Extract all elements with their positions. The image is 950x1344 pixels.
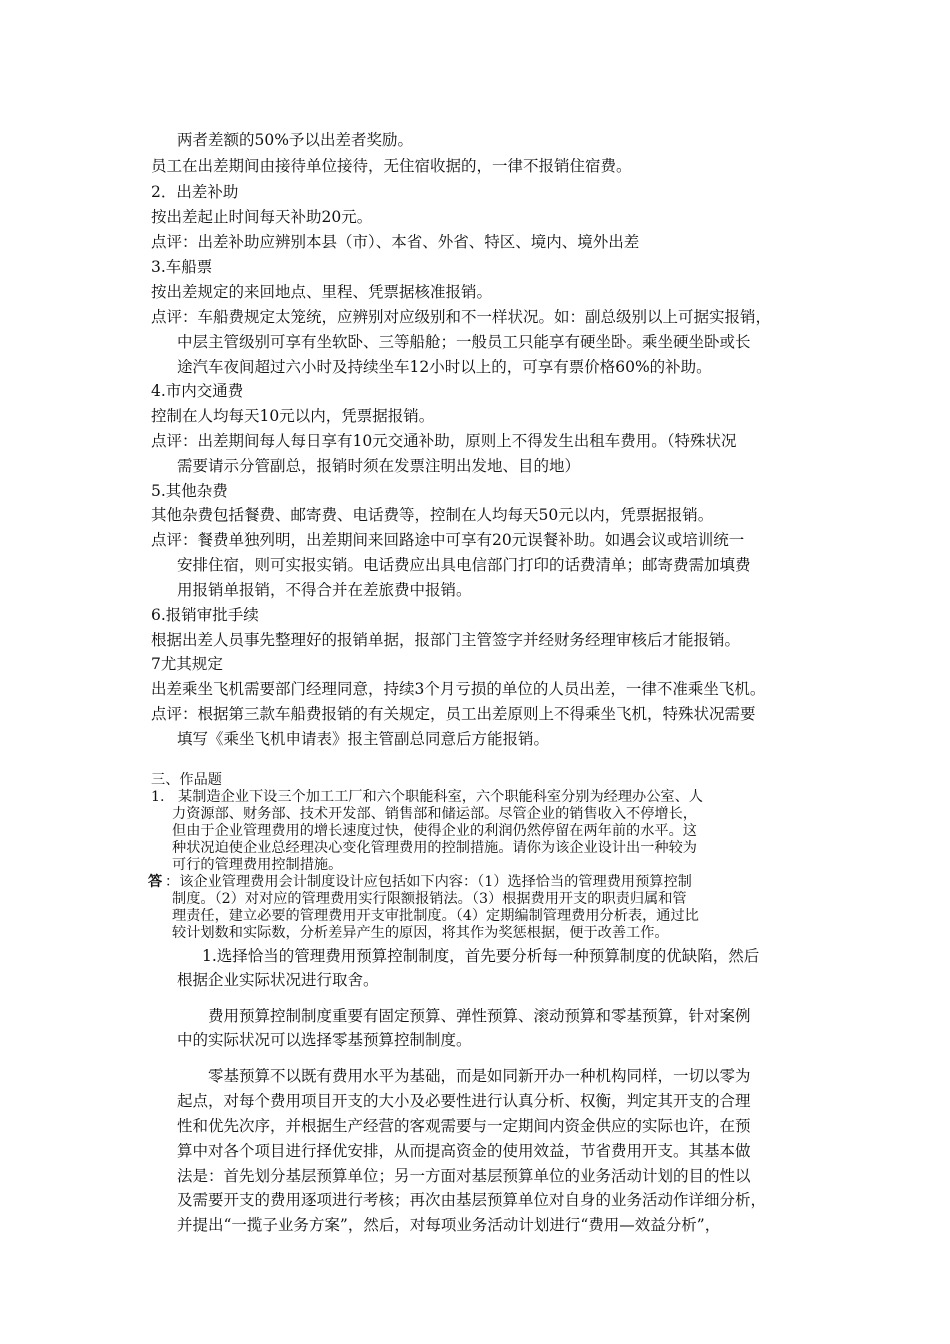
section-heading: 2．出差补助 xyxy=(151,183,239,201)
answer-line: 制度。（2）对对应的管理费用实行限额报销法。（3）根据费用开支的职责归属和管 xyxy=(172,891,687,907)
question-line: 力资源部、财务部、技术开发部、销售部和储运部。尽管企业的销售收入不停增长， xyxy=(172,806,697,822)
question-line: 种状况迫使企业总经理决心变化管理费用的控制措施。请你为该企业设计出一种较为 xyxy=(172,840,697,856)
comment-line: 安排住宿，则可实报实销。电话费应出具电信部门打印的话费清单；邮寄费需加填费 xyxy=(177,556,751,574)
section-heading: 7尤其规定 xyxy=(151,655,223,673)
comment-line: 填写《乘坐飞机申请表》报主管副总同意后方能报销。 xyxy=(177,730,550,748)
body-line: 费用预算控制制度重要有固定预算、弹性预算、滚动预算和零基预算，针对案例 xyxy=(208,1007,751,1025)
text-line: 根据出差人员事先整理好的报销单据，报部门主管签字并经财务经理审核后才能报销。 xyxy=(151,631,741,649)
body-line: 起点，对每个费用项目开支的大小及必要性进行认真分析、权衡，判定其开支的合理 xyxy=(177,1092,751,1110)
text-line: 出差乘坐飞机需要部门经理同意，持续3个月亏损的单位的人员出差，一律不准乘坐飞机。 xyxy=(151,680,766,698)
body-line: 并提出“一揽子业务方案”，然后，对每项业务活动计划进行“费用—效益分析”， xyxy=(177,1216,721,1234)
answer-line: ：该企业管理费用会计制度设计应包括如下内容：（1）选择恰当的管理费用预算控制 xyxy=(165,874,692,890)
text-line: 控制在人均每天10元以内，凭票据报销。 xyxy=(151,407,435,425)
comment-line: 点评：车船费规定太笼统，应辨别对应级别和不一样状况。如：副总级别以上可据实报销， xyxy=(151,308,772,326)
body-line: 及需要开支的费用逐项进行考核；再次由基层预算单位对自身的业务活动作详细分析， xyxy=(177,1191,767,1209)
text-line: 其他杂费包括餐费、邮寄费、电话费等，控制在人均每天50元以内，凭票据报销。 xyxy=(151,506,714,524)
part-heading: 三、作品题 xyxy=(151,772,222,788)
question-line: 某制造企业下设三个加工工厂和六个职能科室，六个职能科室分别为经理办公室、人 xyxy=(178,789,703,805)
comment-line: 点评：根据第三款车船费报销的有关规定，员工出差原则上不得乘坐飞机，特殊状况需要 xyxy=(151,705,756,723)
comment-line: 点评：出差补助应辨别本县（市）、本省、外省、特区、境内、境外出差 xyxy=(151,233,640,251)
body-line: 中的实际状况可以选择零基预算控制制度。 xyxy=(177,1031,472,1049)
text-line: 员工在出差期间由接待单位接待，无住宿收据的，一律不报销住宿费。 xyxy=(151,157,632,175)
body-line: 根据企业实际状况进行取舍。 xyxy=(177,971,379,989)
section-heading: 3.车船票 xyxy=(151,258,213,276)
answer-line: 理责任，建立必要的管理费用开支审批制度。（4）定期编制管理费用分析表，通过比 xyxy=(172,908,699,924)
answer-line: 较计划数和实际数，分析差异产生的原因，将其作为奖惩根据，便于改善工作。 xyxy=(172,925,669,941)
comment-line: 用报销单报销，不得合并在差旅费中报销。 xyxy=(177,581,472,599)
section-heading: 5.其他杂费 xyxy=(151,482,228,500)
body-line: 1.选择恰当的管理费用预算控制制度，首先要分析每一种预算制度的优缺陷，然后 xyxy=(202,947,760,965)
text-line: 按出差规定的来回地点、里程、凭票据核准报销。 xyxy=(151,283,493,301)
comment-line: 点评：出差期间每人每日享有10元交通补助，原则上不得发生出租车费用。（特殊状况 xyxy=(151,432,737,450)
text-line: 按出差起止时间每天补助20元。 xyxy=(151,208,373,226)
comment-line: 需要请示分管副总，报销时须在发票注明出发地、目的地） xyxy=(177,457,581,475)
body-line: 算中对各个项目进行择优安排，从而提高资金的使用效益，节省费用开支。其基本做 xyxy=(177,1142,751,1160)
answer-label: 答 xyxy=(148,874,163,890)
question-line: 但由于企业管理费用的增长速度过快，使得企业的利润仍然停留在两年前的水平。这 xyxy=(172,823,697,839)
body-line: 法是：首先划分基层预算单位；另一方面对基层预算单位的业务活动计划的目的性以 xyxy=(177,1167,751,1185)
comment-line: 途汽车夜间超过六小时及持续坐车12小时以上的，可享有票价格60%的补助。 xyxy=(177,358,712,376)
body-line: 零基预算不以既有费用水平为基础，而是如同新开办一种机构同样，一切以零为 xyxy=(208,1067,751,1085)
text-line: 两者差额的50%予以出差者奖励。 xyxy=(177,131,413,149)
section-heading: 4.市内交通费 xyxy=(151,382,244,400)
comment-line: 中层主管级别可享有坐软卧、三等船舱；一般员工只能享有硬坐卧。乘坐硬坐卧或长 xyxy=(177,333,751,351)
question-line: 可行的管理费用控制措施。 xyxy=(172,857,343,873)
question-number: 1. xyxy=(151,789,165,805)
section-heading: 6.报销审批手续 xyxy=(151,606,259,624)
comment-line: 点评：餐费单独列明，出差期间来回路途中可享有20元误餐补助。如遇会议或培训统一 xyxy=(151,531,745,549)
body-line: 性和优先次序，并根据生产经营的客观需要与一定期间内资金供应的实际也许，在预 xyxy=(177,1117,751,1135)
